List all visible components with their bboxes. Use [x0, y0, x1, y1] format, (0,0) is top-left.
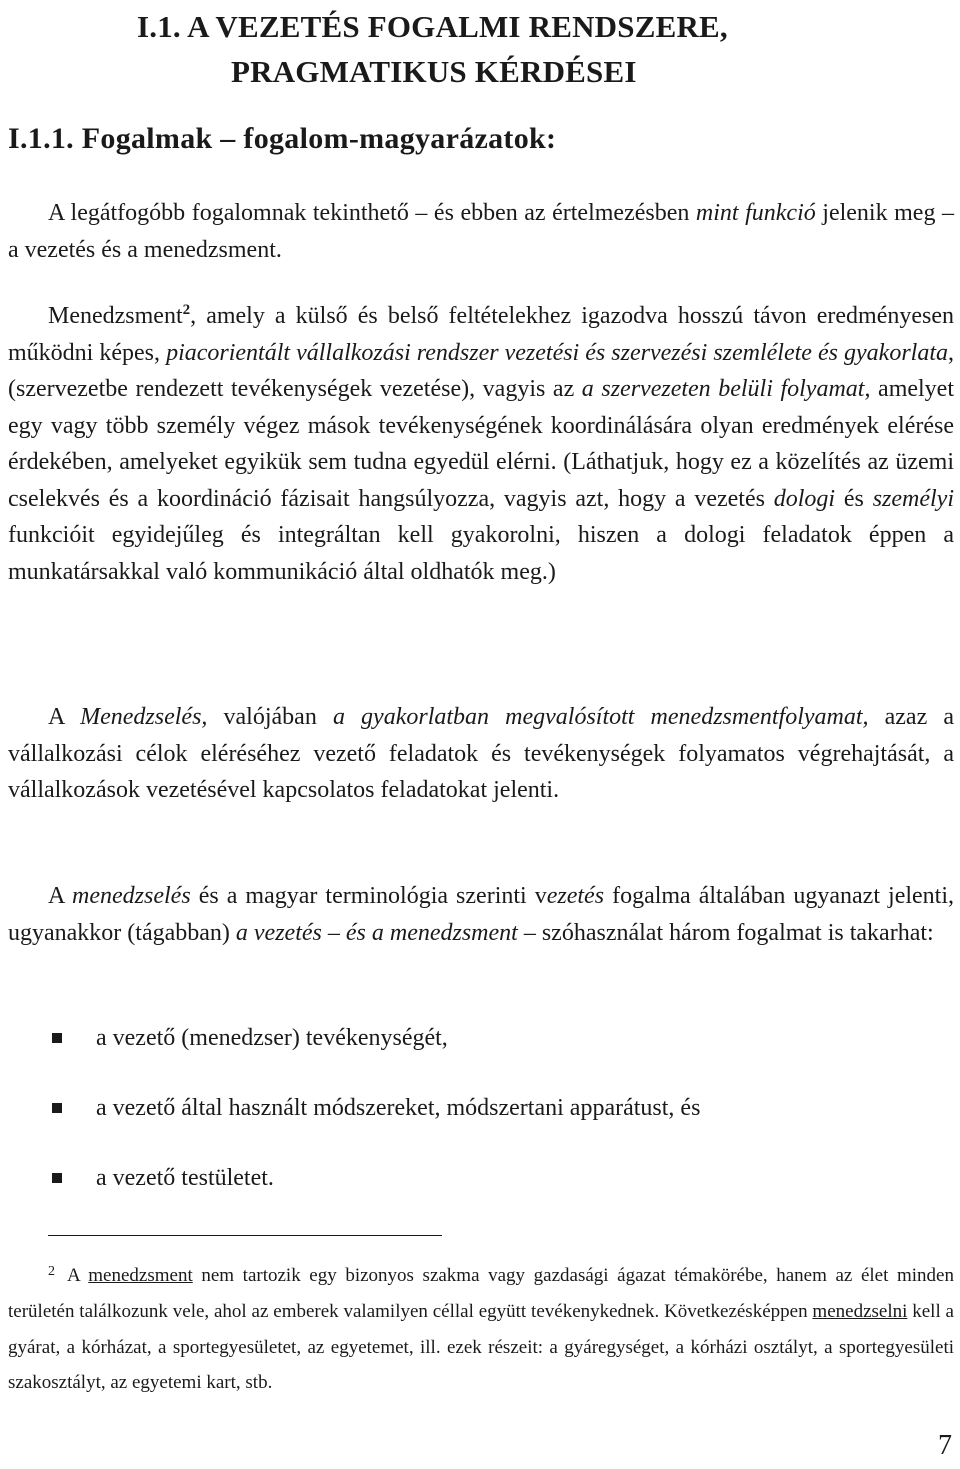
- chapter-heading: [137, 4, 947, 94]
- text-run: és a magyar terminológia szerinti v: [190, 883, 547, 909]
- paragraph-intro: [8, 195, 954, 268]
- underlined-term: menedzselni: [812, 1300, 908, 1322]
- italic-run: a vezetés – és a menedzsment: [235, 919, 518, 946]
- footnote: 2 A menedzsment nem tartozik egy bizonyos szakma vagy gazdasági ágazat témakörébe, hanem az élet minden területén találkozunk vele, ahol az emberek valamilyen céllal együtt tevékenykednek. Következésképpen menedzselni kell a gyárat, a kórházat, a sportegyesületet, az egyetemet, ill. ezek részeit: a gyáregységet, a kórházi osztályt, a sportegyesületi szakosztályt, az egyetemi kart, stb.: [8, 1264, 954, 1394]
- footnote-reference[interactable]: 2: [182, 302, 191, 318]
- text-run: kell a gyárat, a kórházat, a sportegyesületet, az egyetemet, ill. ezek részeit: a gyáregységet, a kórházi osztályt, a sportegyesületi szakosztályt, az egyetemi kart, stb.: [8, 1300, 954, 1394]
- underlined-term: menedzsment: [88, 1265, 193, 1286]
- text-run: A: [48, 704, 81, 730]
- paragraph-menedzseles: [8, 699, 954, 809]
- square-bullet-icon: [52, 1033, 62, 1043]
- italic-run: a szervezeten belüli folyamat: [581, 376, 865, 402]
- italic-run: személyi: [872, 485, 954, 512]
- text-run: nem tartozik egy bizonyos szakma vagy gazdasági ágazat témakörébe, hanem az élet minden területén találkozunk vele, ahol az emberek valamilyen céllal együtt tevékenykednek. Következésképpen: [8, 1265, 954, 1322]
- text-run: , amely a külső és belső feltételekhez igazodva hosszú távon eredményesen működni képes,: [8, 303, 954, 366]
- list-item-text: a vezető (menedzser) tevékenységét,: [96, 1025, 448, 1051]
- list-item: [52, 1090, 932, 1160]
- text-run: jelenik meg – a vezetés és a menedzsment.: [8, 200, 954, 263]
- square-bullet-icon: [52, 1103, 62, 1113]
- text-run: Menedzsment: [48, 303, 183, 329]
- italic-run: a gyakorlatban megvalósított menedzsmentfolyamat,: [332, 704, 869, 730]
- italic-run: dologi: [773, 485, 836, 512]
- footnote-separator: [48, 1235, 442, 1236]
- section-heading: I.1.1. Fogalmak – fogalom-magyarázatok:: [8, 122, 557, 155]
- list-item: [52, 1020, 932, 1090]
- chapter-heading-line1: I.1. A VEZETÉS FOGALMI RENDSZERE,: [137, 9, 728, 44]
- chapter-heading-line2: PRAGMATIKUS KÉRDÉSEI: [231, 54, 637, 89]
- text-run: funkcióit egyidejűleg és integráltan kell gyakorolni, hiszen a dologi feladatok éppen a munkatársakkal való kommunikáció által oldhatók meg.): [8, 522, 954, 585]
- text-run: valójában: [207, 704, 333, 730]
- italic-run: ezetés: [546, 883, 605, 909]
- text-run: – szóhasználat három fogalmat is takarhat:: [517, 919, 934, 946]
- italic-run: menedzselés: [72, 883, 191, 909]
- paragraph-menedzsment: [8, 298, 954, 590]
- page-number: 7: [938, 1430, 952, 1461]
- text-run: azaz a vállalkozási célok eléréséhez vezető feladatok és tevékenységek folyamatos végrehajtását, a vállalkozások vezetésével kapcsolatos feladatokat jelenti.: [8, 704, 954, 803]
- list-item: [52, 1160, 932, 1230]
- italic-run: piacorientált vállalkozási rendszer vezetési és szervezési szemlélete és gyakorlata: [166, 339, 948, 366]
- text-run: A: [48, 883, 73, 909]
- text-run: fogalma általában ugyanazt jelenti, ugyanakkor (tágabban): [8, 883, 954, 946]
- text-run: A: [67, 1265, 89, 1286]
- bullet-list: [52, 1020, 932, 1230]
- text-run: A legátfogóbb fogalomnak tekinthető – és ebben az értelmezésben: [48, 200, 696, 226]
- italic-run: Menedzselés,: [80, 704, 208, 730]
- italic-run: mint funkció: [695, 200, 816, 226]
- text-run: , amelyet egy vagy több személy végez mások tevékenységének koordinálására olyan eredmények elérése érdekében, amelyeket egyikük sem tudna egyedül elérni. (Láthatjuk, hogy ez a közelítés az üzemi cselekvés és a koordináció fázisait hangsúlyozza, vagyis azt, hogy a vezetés: [8, 376, 955, 512]
- text-run: , (szervezetbe rendezett tevékenységek vezetése), vagyis az: [8, 339, 954, 402]
- list-item-text: a vezető által használt módszereket, módszertani apparátust, és: [96, 1095, 701, 1121]
- text-run: és: [835, 485, 873, 512]
- list-item-text: a vezető testületet.: [96, 1165, 274, 1191]
- paragraph-terminologia: [8, 878, 954, 951]
- square-bullet-icon: [52, 1173, 62, 1183]
